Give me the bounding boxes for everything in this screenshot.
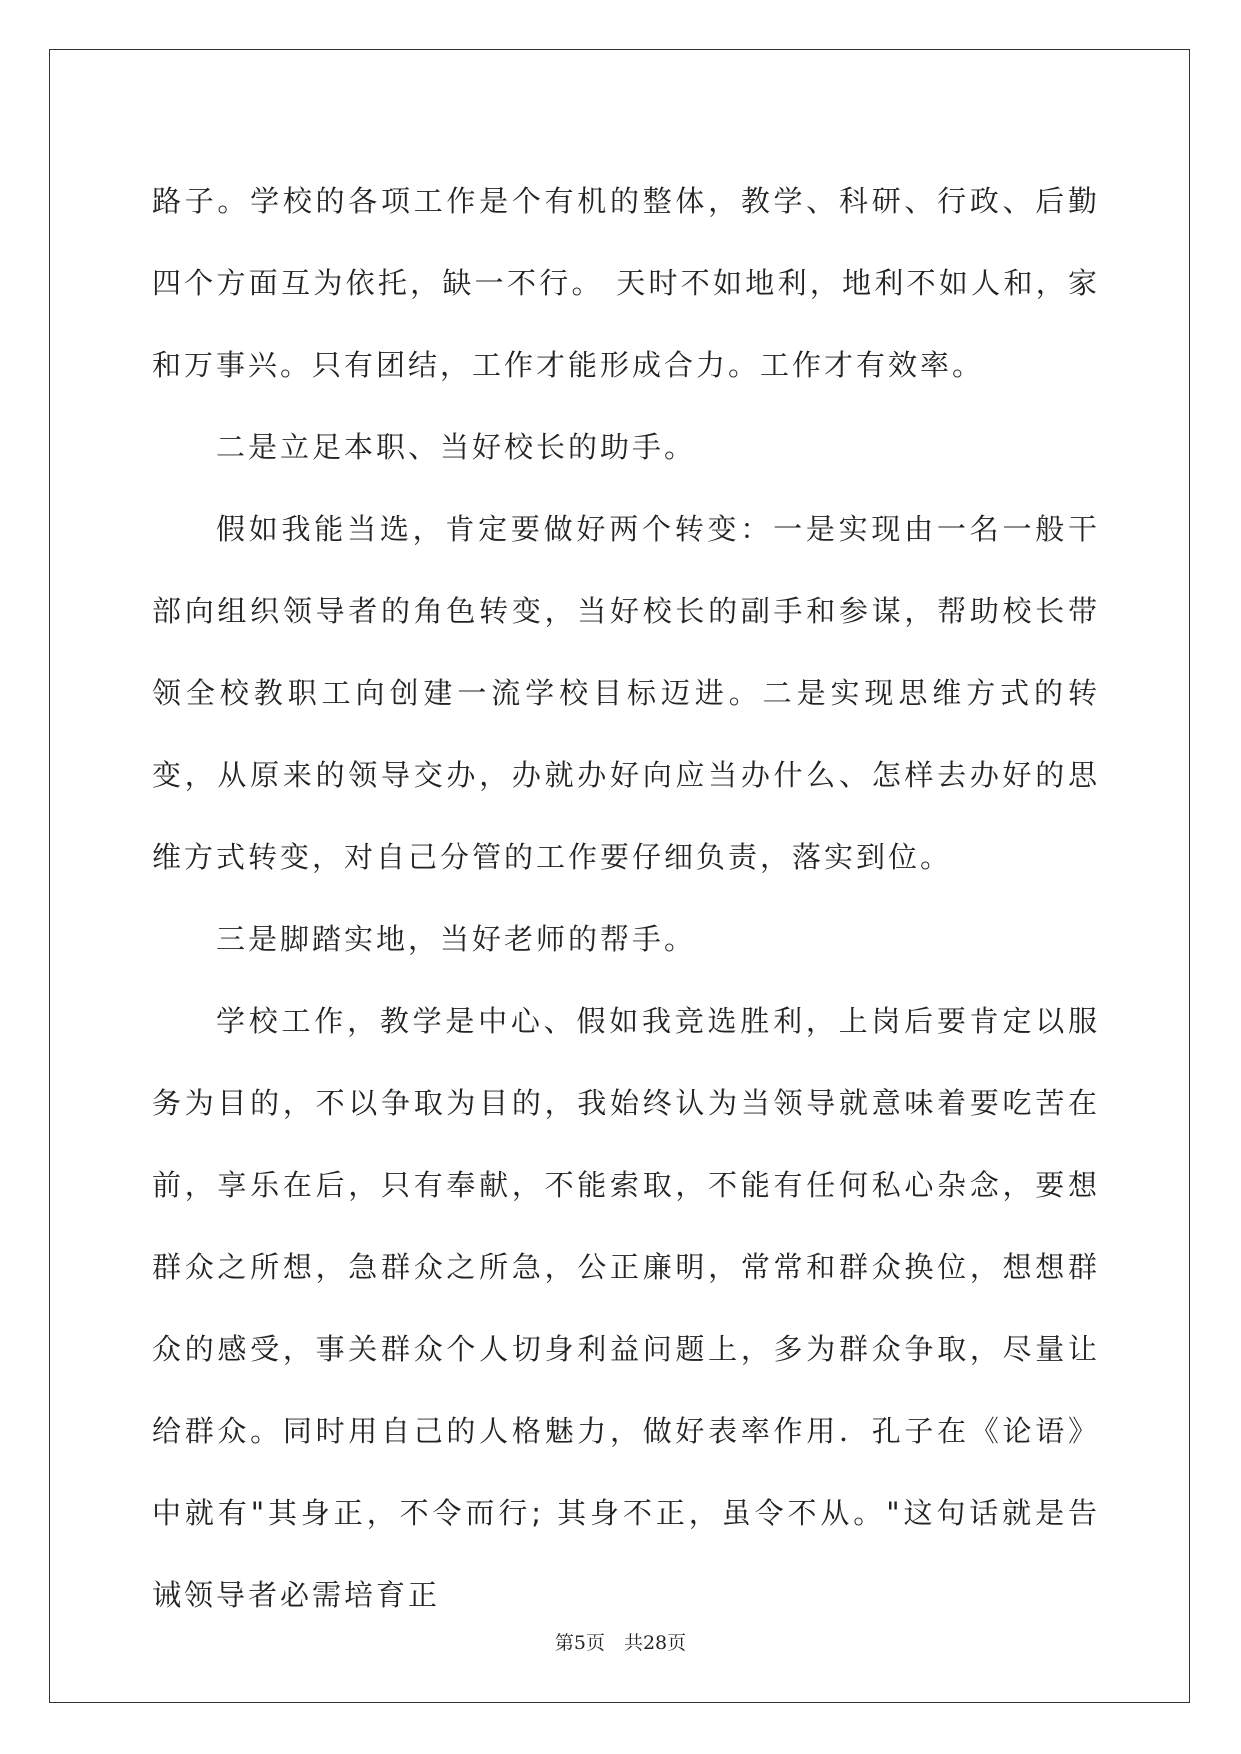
paragraph-1: 路子。学校的各项工作是个有机的整体，教学、科研、行政、后勤四个方面互为依托，缺一不行。 天时不如地利，地利不如人和，家和万事兴。只有团结，工作才能形成合力。工作才有效率。 [152,184,1100,382]
paragraph-3: 假如我能当选，肯定要做好两个转变：一是实现由一名一般干部向组织领导者的角色转变，当好校长的副手和参谋，帮助校长带领全校教职工向创建一流学校目标迈进。二是实现思维方式的转变，从原来的领导交办，办就办好向应当办什么、怎样去办好的思维方式转变，对自己分管的工作要仔细负责，落实到位。 [152,512,1100,874]
paragraph-2: 二是立足本职、当好校长的助手。 [216,430,697,464]
page-footer [0,1628,1241,1655]
page-number: 第5页 共28页 [554,1632,687,1654]
paragraph-5: 学校工作，教学是中心、假如我竞选胜利，上岗后要肯定以服务为目的，不以争取为目的，我始终认为当领导就意味着要吃苦在前，享乐在后，只有奉献，不能索取，不能有任何私心杂念，要想群众之所想，急群众之所急，公正廉明，常常和群众换位，想想群众的感受，事关群众个人切身利益问题上，多为群众争取，尽量让给群众。同时用自己的人格魅力，做好表率作用．孔子在《论语》中就有"其身正，不令而行; 其身不正，虽令不从。"这句话就是告诫领导者必需培育正 [152,1004,1100,1612]
document-body [152,160,1100,1636]
paragraph-4: 三是脚踏实地，当好老师的帮手。 [216,922,697,956]
